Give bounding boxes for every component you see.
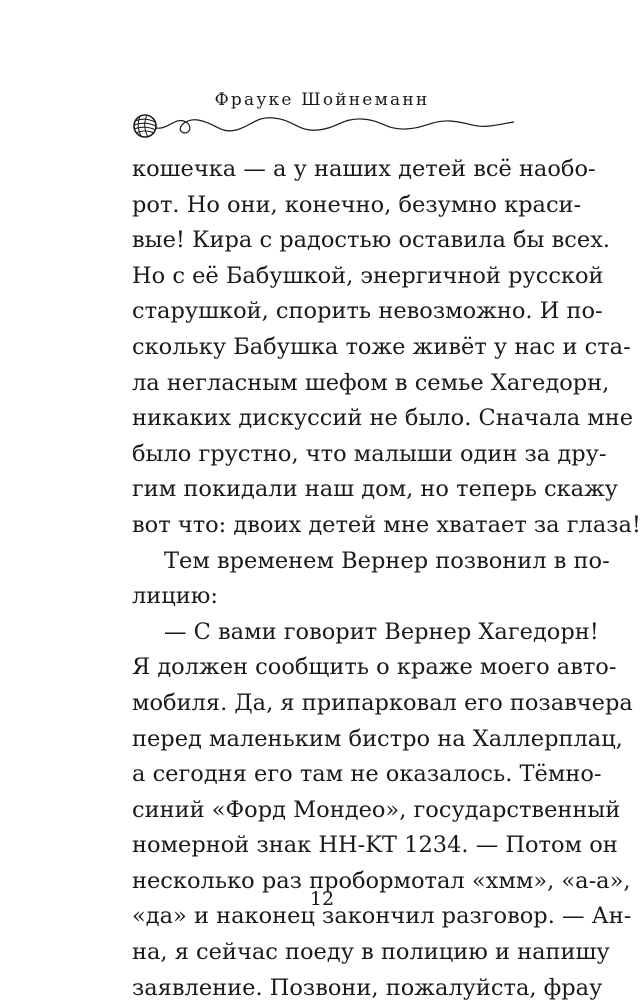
yarn-ball-icon [128, 108, 518, 144]
text-line: лицию: [132, 583, 218, 610]
text-line: было грустно, что малыши один за дру- [132, 440, 607, 467]
text-line: вые! Кира с радостью оставила бы всех. [132, 227, 611, 254]
text-line: Но с её Бабушкой, энергичной русской [132, 262, 604, 289]
text-line: «да» и наконец закончил разговор. — Ан- [132, 903, 632, 930]
text-line: старушкой, спорить невозможно. И по- [132, 298, 603, 325]
text-line: Тем временем Вернер позвонил в по- [164, 547, 610, 574]
text-line: рот. Но они, конечно, безумно краси- [132, 191, 582, 218]
text-line: Я должен сообщить о краже моего авто- [132, 654, 617, 681]
yarn-ball [134, 115, 156, 137]
text-line: вот что: двоих детей мне хватает за глаза! [132, 511, 641, 538]
text-line: перед маленьким бистро на Халлерплац, [132, 725, 623, 752]
text-line: — С вами говорит Вернер Хагедорн! [164, 618, 599, 645]
text-line: заявление. Позвони, пожалуйста, фрау [132, 974, 603, 1001]
text-line: мобиля. Да, я припарковал его позавчера [132, 689, 633, 716]
page-number: 12 [309, 888, 335, 910]
body-text [132, 152, 641, 1006]
text-line: гим покидали наш дом, но теперь скажу [132, 476, 619, 503]
text-line: несколько раз пробормотал «хмм», «а-а», [132, 867, 631, 894]
text-line: ла негласным шефом в семье Хагедорн, [132, 369, 610, 396]
text-line: никаких дискуссий не было. Сначала мне [132, 405, 634, 432]
text-line: а сегодня его там не оказалось. Тёмно- [132, 761, 602, 788]
running-head-author: Фрауке Шойнеманн [214, 90, 430, 110]
text-line: кошечка — а у наших детей всё наобо- [132, 156, 596, 182]
yarn-thread [156, 118, 514, 133]
text-line: синий «Форд Мондео», государственный [132, 796, 621, 823]
text-line: номерной знак HH-KT 1234. — Потом он [132, 832, 618, 859]
text-line: скольку Бабушка тоже живёт у нас и ста- [132, 333, 631, 360]
text-line: на, я сейчас поеду в полицию и напишу [132, 939, 610, 966]
